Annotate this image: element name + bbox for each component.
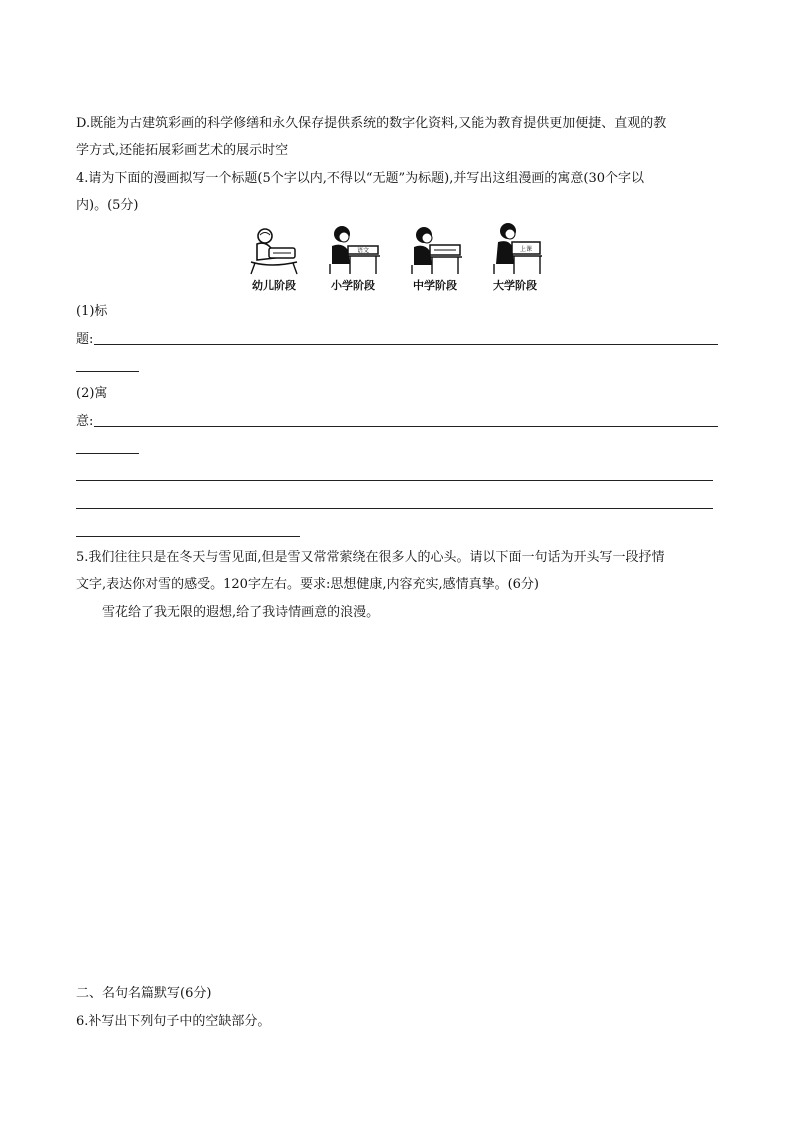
meaning-answer-line-4[interactable] [76,508,713,509]
stage-label-middle: 中学阶段 [413,279,457,292]
meaning-answer-line-3[interactable] [76,480,713,481]
question-4-line-1: 4.请为下面的漫画拟写一个标题(5个字以内,不得以“无题”为标题),并写出这组漫画的寓意(30个字以 [76,171,644,186]
question-5-line-2: 文字,表达你对雪的感受。120字左右。要求:思想健康,内容充实,感情真挚。(6分) [76,577,540,592]
meaning-answer-blank-continued[interactable] [76,453,139,454]
question-4-line-2: 内)。(5分) [76,198,139,213]
cartoon-university-stage [486,222,544,276]
cartoon-primary-book-label: 语文 [356,247,370,255]
cartoon-middle-stage [406,222,464,276]
title-answer-blank-continued[interactable] [76,371,139,372]
question-5-writing-area[interactable] [76,628,716,968]
meaning-answer-label-line-1: (2)寓 [76,386,108,401]
cartoon-primary-stage [324,222,382,276]
cartoon-infant-stage [243,222,301,276]
cartoon-university-book-label: 上课 [519,246,533,253]
question-5-opening-sentence: 雪花给了我无限的遐想,给了我诗情画意的浪漫。 [102,605,380,620]
meaning-answer-line-5[interactable] [76,536,300,537]
meaning-answer-label-line-2: 意: [76,414,94,429]
meaning-answer-blank[interactable] [94,426,718,427]
option-d-line-2: 学方式,还能拓展彩画艺术的展示时空 [76,143,289,158]
stage-label-infant: 幼儿阶段 [252,279,296,292]
question-6-prompt: 6.补写出下列句子中的空缺部分。 [76,1014,271,1029]
title-answer-label-line-2: 题: [76,332,94,347]
option-d-line-1: D.既能为古建筑彩画的科学修缮和永久保存提供系统的数字化资料,又能为教育提供更加便捷、直观的教 [76,116,667,131]
title-answer-blank[interactable] [94,344,718,345]
title-answer-label-line-1: (1)标 [76,304,108,319]
stage-label-primary: 小学阶段 [331,279,375,292]
section-2-heading: 二、名句名篇默写(6分) [76,986,212,1001]
question-5-line-1: 5.我们往往只是在冬天与雪见面,但是雪又常常萦绕在很多人的心头。请以下面一句话为开头写一段抒情 [76,550,665,565]
stage-label-university: 大学阶段 [493,279,537,292]
